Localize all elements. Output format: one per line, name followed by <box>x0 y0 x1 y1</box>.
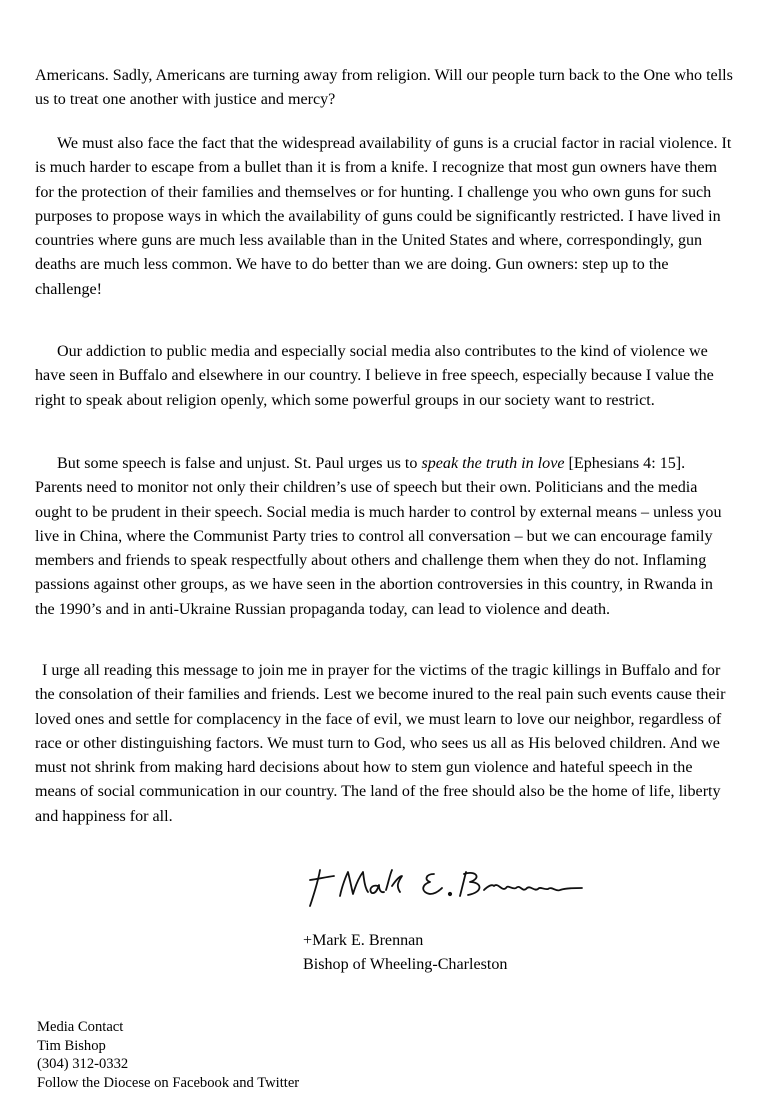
paragraph-4 <box>35 452 735 622</box>
signer-title: Bishop of Wheeling-Charleston <box>303 956 508 973</box>
signer-name: +Mark E. Brennan <box>303 932 424 949</box>
contact-phone: (304) 312-0332 <box>37 1056 129 1072</box>
paragraph-1: Americans. Sadly, Americans are turning away from religion. Will our people turn back to the One who tells us to treat one another with justice and mercy? <box>35 67 733 109</box>
paragraph-3: Our addiction to public media and especially social media also contributes to the kind of violence we have seen in Buffalo and elsewhere in our country. I believe in free speech, especially because I value the right to speak about religion openly, which some powerful groups in our society want to restrict. <box>35 343 714 409</box>
paragraph-4-text-end: [Ephesians 4: 15]. Parents need to monitor not only their children’s use of speech but their own. Politicians and the media ought to be prudent in their speech. Social media is much harder to control by external means – unless you live in China, where the Communist Party tries to control all conversation – but we can encourage family members and friends to speak respectfully about others and challenge them when they do not. Inflaming passions against other groups, as we have seen in the abortion controversies in this country, in Rwanda in the 1990’s and in anti-Ukraine Russian propaganda today, can lead to violence and death. <box>35 455 722 618</box>
contact-person: Tim Bishop <box>37 1037 106 1054</box>
scripture-quote: speak the truth in love <box>421 455 565 472</box>
paragraph-2: We must also face the fact that the widespread availability of guns is a crucial factor in racial violence. It is much harder to escape from a bullet than it is from a knife. I recognize that most gun owners have them for the protection of their families and themselves or for hunting. I challenge you who own guns for such purposes to propose ways in which the availability of guns could be significantly restricted. I have lived in countries where guns are much less available than in the United States and where, correspondingly, gun deaths are much less common. We have to do better than we are doing. Gun owners: step up to the challenge! <box>35 135 732 298</box>
handwritten-signature <box>308 862 598 912</box>
paragraph-5: I urge all reading this message to join me in prayer for the victims of the tragic killings in Buffalo and for the consolation of their families and friends. Lest we become inured to the real pain such events cause their loved ones and settle for complacency in the face of evil, we must learn to love our neighbor, regardless of race or other distinguishing factors. We must turn to God, who sees us all as His beloved children. And we must not shrink from making hard decisions about how to stem gun violence and hateful speech in the means of social communication in our country. The land of the free should also be the home of life, liberty and happiness for all. <box>35 662 726 825</box>
paragraph-4-text-start: But some speech is false and unjust. St. Paul urges us to <box>57 455 422 472</box>
contact-follow: Follow the Diocese on Facebook and Twitter <box>37 1074 300 1091</box>
media-contact <box>37 1018 299 1092</box>
signature-block <box>303 929 507 977</box>
contact-heading: Media Contact <box>37 1019 124 1035</box>
